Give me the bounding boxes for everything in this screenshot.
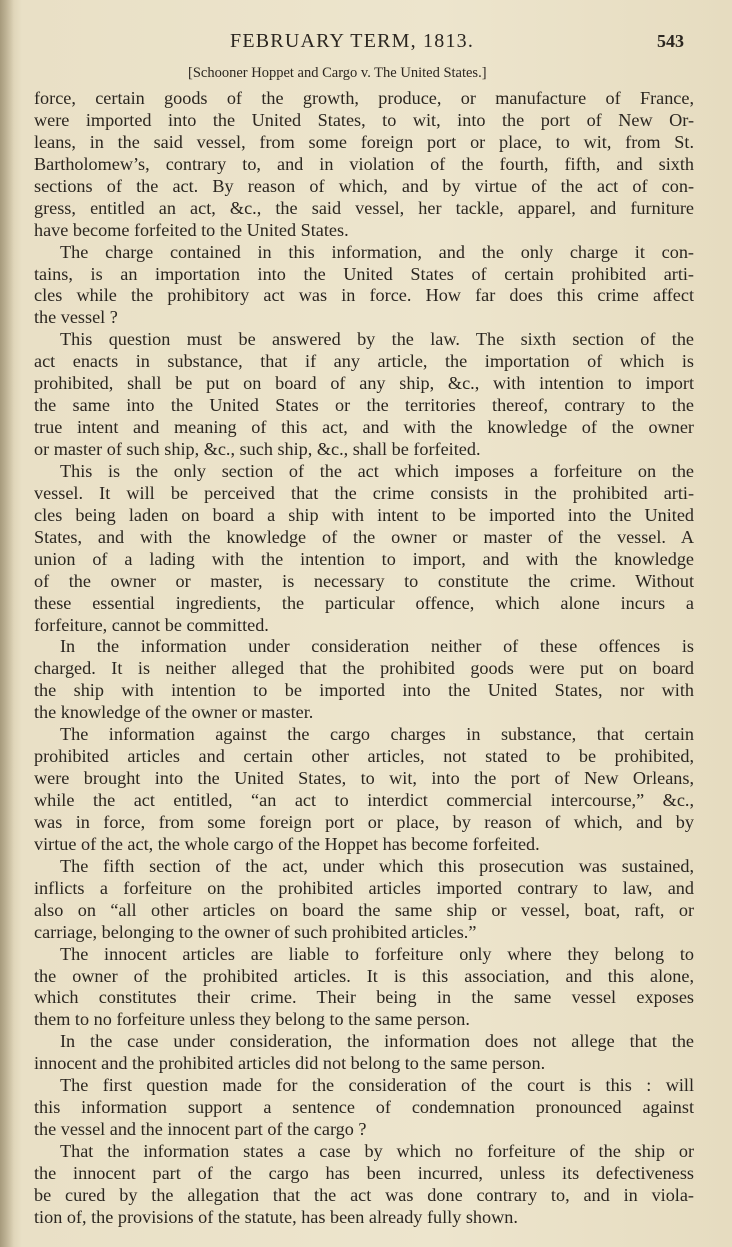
text-line: In the information under consideration neither of these offences is [60, 636, 694, 657]
text-line: cles being laden on board a ship with intent to be imported into the United [34, 504, 694, 525]
text-line: true intent and meaning of this act, and with the knowledge of the owner [34, 417, 694, 438]
text-line: force, certain goods of the growth, produce, or manufacture of France, [34, 88, 694, 108]
text-line: was in force, from some foreign port or place, by reason of which, and by [34, 811, 694, 832]
text-line: vessel. It will be perceived that the crime consists in the prohibited arti- [34, 482, 694, 503]
text-line: Bartholomew’s, contrary to, and in violation of the fourth, fifth, and sixth [34, 153, 694, 174]
text-line: The charge contained in this information, and the only charge it con- [60, 241, 694, 262]
binding-shadow [0, 0, 14, 1247]
text-line: prohibited articles and certain other articles, not stated to be prohibited, [34, 746, 694, 767]
text-line: or master of such ship, &c., such ship, &c., shall be forfeited. [34, 439, 481, 459]
text-line: while the act entitled, “an act to interdict commercial intercourse,” &c., [34, 790, 694, 810]
text-line: gress, entitled an act, &c., the said vessel, her tackle, apparel, and furniture [34, 197, 694, 218]
case-caption: [Schooner Hoppet and Cargo v. The United States.] [188, 65, 487, 81]
text-line: were brought into the United States, to wit, into the port of New Orleans, [34, 768, 694, 789]
text-line: The first question made for the consideration of the court is this : will [60, 1075, 694, 1096]
text-line: leans, in the said vessel, from some foreign port or place, to wit, from St. [34, 131, 694, 152]
text-line: the vessel ? [34, 307, 118, 328]
text-line: this information support a sentence of condemnation pronounced against [34, 1097, 694, 1118]
text-line: tains, is an importation into the United States of certain prohibited arti- [34, 263, 694, 284]
text-line: tion of, the provisions of the statute, has been already fully shown. [34, 1206, 518, 1227]
text-line: carriage, belonging to the owner of such prohibited articles.” [34, 921, 477, 942]
text-line: these essential ingredients, the particular offence, which alone incurs a [34, 592, 694, 613]
text-line: inflicts a forfeiture on the prohibited articles imported contrary to law, and [34, 877, 694, 898]
text-line: the same into the United States or the territories thereof, contrary to the [34, 395, 694, 416]
text-line: sections of the act. By reason of which, and by virtue of the act of con- [34, 175, 694, 196]
text-line: That the information states a case by which no forfeiture of the ship or [60, 1141, 694, 1161]
text-line: also on “all other articles on board the same ship or vessel, boat, raft, or [34, 899, 694, 920]
text-line: The innocent articles are liable to forfeiture only where they belong to [60, 943, 694, 964]
text-line: act enacts in substance, that if any article, the importation of which is [34, 351, 694, 372]
text-line: were imported into the United States, to wit, into the port of New Or- [34, 109, 694, 130]
body-text [34, 88, 694, 1229]
text-line: The fifth section of the act, under which this prosecution was sustained, [60, 855, 694, 876]
text-line: States, and with the knowledge of the owner or master of the vessel. A [34, 526, 694, 547]
text-line: of the owner or master, is necessary to constitute the crime. Without [34, 570, 694, 591]
text-line: have become forfeited to the United States. [34, 219, 349, 240]
running-head-title: FEBRUARY TERM, 1813. [230, 30, 475, 52]
text-line: In the case under consideration, the information does not allege that the [60, 1031, 694, 1052]
text-line: cles while the prohibitory act was in force. How far does this crime affect [34, 285, 694, 306]
text-line: the innocent part of the cargo has been incurred, unless its defectiveness [34, 1162, 694, 1183]
text-line: This is the only section of the act which imposes a forfeiture on the [60, 460, 694, 481]
text-line: prohibited, shall be put on board of any ship, &c., with intention to import [34, 373, 694, 394]
running-head [0, 30, 732, 58]
text-line: be cured by the allegation that the act was done contrary to, and in viola- [34, 1184, 694, 1205]
text-line: charged. It is neither alleged that the prohibited goods were put on board [34, 658, 694, 679]
text-line: the ship with intention to be imported into the United States, nor with [34, 680, 694, 701]
text-line: the vessel and the innocent part of the cargo ? [34, 1119, 367, 1140]
text-line: them to no forfeiture unless they belong to the same person. [34, 1009, 470, 1030]
text-line: forfeiture, cannot be committed. [34, 614, 269, 635]
text-line: the owner of the prohibited articles. It is this association, and this alone, [34, 965, 694, 986]
text-line: virtue of the act, the whole cargo of the Hoppet has become forfeited. [34, 833, 540, 854]
text-line: The information against the cargo charges in substance, that certain [60, 724, 694, 745]
page-number: 543 [657, 31, 684, 51]
text-line: innocent and the prohibited articles did not belong to the same person. [34, 1053, 546, 1074]
text-line: union of a lading with the intention to import, and with the knowledge [34, 548, 694, 569]
text-line: which constitutes their crime. Their being in the same vessel exposes [34, 987, 694, 1008]
text-line: This question must be answered by the law. The sixth section of the [60, 329, 694, 350]
text-line: the knowledge of the owner or master. [34, 702, 314, 723]
